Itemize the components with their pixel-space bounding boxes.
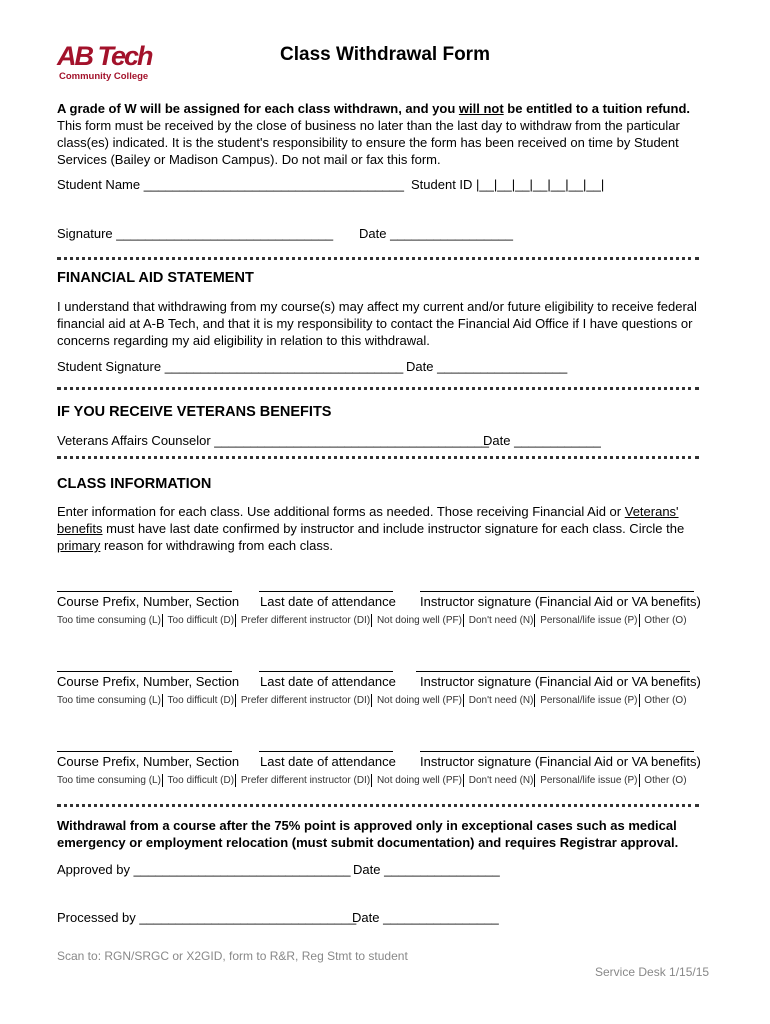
intro-will-not: will not	[458, 101, 504, 116]
reason-option[interactable]: Prefer different instructor (DI)	[240, 695, 371, 707]
course-label: Course Prefix, Number, Section	[57, 754, 240, 769]
veterans-heading: IF YOU RECEIVE VETERANS BENEFITS	[57, 404, 332, 420]
intro-paragraph	[57, 100, 717, 168]
reason-option[interactable]: Don't need (N)	[468, 695, 534, 707]
financial-aid-heading: FINANCIAL AID STATEMENT	[57, 270, 254, 286]
logo-subtitle: Community College	[59, 71, 149, 82]
course-line[interactable]	[57, 591, 232, 592]
scan-note: Scan to: RGN/SRGC or X2GID, form to R&R, Reg Stmt to student	[57, 949, 408, 963]
student-name-field[interactable]: Student Name ____________________________________	[57, 177, 404, 192]
logo-brand: AB Tech	[57, 41, 152, 71]
divider	[57, 257, 699, 260]
instructor-line[interactable]	[420, 751, 694, 752]
instructor-label: Instructor signature (Financial Aid or VA benefits)	[420, 674, 701, 689]
intro-bold-prefix: A grade of W will be assigned for each class withdrawn, and you	[57, 101, 459, 116]
course-line[interactable]	[57, 671, 232, 672]
instructor-line[interactable]	[420, 591, 694, 592]
intro-body: This form must be received by the close of business no later than the last day to withdraw from the particular class(es) indicated. It is the student's responsibility to ensure the form has been received on time by Student Services (Bailey or Madison Campus). Do not mail or fax this form.	[57, 118, 680, 167]
reason-option[interactable]: Not doing well (PF)	[376, 615, 462, 627]
version-note: Service Desk 1/15/15	[595, 965, 710, 979]
class-info-primary: primary	[57, 538, 101, 553]
signature-date-field[interactable]: Date _________________	[359, 226, 513, 241]
veterans-counselor-field[interactable]: Veterans Affairs Counselor ______________________________________	[57, 433, 490, 448]
reason-option[interactable]: Don't need (N)	[468, 615, 534, 627]
attendance-label: Last date of attendance	[260, 754, 396, 769]
reason-option[interactable]: Too difficult (D)	[167, 695, 235, 707]
reason-option[interactable]: Too time consuming (L)	[57, 695, 161, 707]
attendance-line[interactable]	[259, 751, 393, 752]
divider	[57, 804, 699, 807]
reason-option[interactable]: Personal/life issue (P)	[540, 695, 638, 707]
veterans-date-field[interactable]: Date ____________	[483, 433, 601, 448]
processed-by-field[interactable]: Processed by ______________________________	[57, 910, 357, 925]
class-info-body	[57, 503, 707, 554]
approval-notice: Withdrawal from a course after the 75% point is approved only in exceptional cases such as medical emergency or employment relocation (must submit documentation) and requires Registrar approval.	[57, 818, 679, 850]
class-info-text: Enter information for each class. Use additional forms as needed. Those receiving Financial Aid or	[57, 504, 625, 519]
attendance-line[interactable]	[259, 591, 393, 592]
class-info-veterans-benefits: Veterans' benefits	[57, 504, 679, 536]
student-signature-field[interactable]: Student Signature _________________________________	[57, 359, 404, 374]
attendance-label: Last date of attendance	[260, 674, 396, 689]
reason-option[interactable]: Other (O)	[644, 775, 687, 787]
reason-options	[57, 614, 687, 627]
reason-option[interactable]: Other (O)	[644, 615, 687, 627]
instructor-line[interactable]	[416, 671, 690, 672]
student-id-field[interactable]: Student ID |__|__|__|__|__|__|__|	[411, 177, 605, 192]
reason-option[interactable]: Prefer different instructor (DI)	[240, 775, 371, 787]
class-info-text: must have last date confirmed by instructor and include instructor signature for each class. Circle the	[102, 521, 685, 536]
reason-option[interactable]: Not doing well (PF)	[376, 695, 462, 707]
reason-option[interactable]: Don't need (N)	[468, 775, 534, 787]
instructor-label: Instructor signature (Financial Aid or VA benefits)	[420, 594, 701, 609]
course-line[interactable]	[57, 751, 232, 752]
approved-by-field[interactable]: Approved by ______________________________	[57, 862, 351, 877]
reason-option[interactable]: Other (O)	[644, 695, 687, 707]
divider	[57, 456, 699, 459]
attendance-line[interactable]	[259, 671, 393, 672]
reason-option[interactable]: Too time consuming (L)	[57, 615, 161, 627]
reason-option[interactable]: Prefer different instructor (DI)	[240, 615, 371, 627]
course-label: Course Prefix, Number, Section	[57, 674, 240, 689]
reason-options	[57, 694, 687, 707]
class-info-heading: CLASS INFORMATION	[57, 476, 212, 492]
page-title: Class Withdrawal Form	[280, 44, 490, 65]
intro-bold-suffix: be entitled to a tuition refund.	[503, 101, 690, 116]
reason-option[interactable]: Personal/life issue (P)	[540, 775, 638, 787]
divider	[57, 387, 699, 390]
financial-aid-date-field[interactable]: Date __________________	[406, 359, 568, 374]
reason-option[interactable]: Too difficult (D)	[167, 615, 235, 627]
reason-option[interactable]: Not doing well (PF)	[376, 775, 462, 787]
reason-options	[57, 774, 687, 787]
financial-aid-body: I understand that withdrawing from my course(s) may affect my current and/or future eligibility to receive federal financial aid at A-B Tech, and that it is my responsibility to contact the Financial Aid Office if I have questions or concerns regarding my aid eligibility in relation to this withdrawal.	[57, 299, 697, 348]
class-info-text: reason for withdrawing from each class.	[100, 538, 333, 553]
reason-option[interactable]: Too difficult (D)	[167, 775, 235, 787]
reason-option[interactable]: Personal/life issue (P)	[540, 615, 638, 627]
attendance-label: Last date of attendance	[260, 594, 396, 609]
processed-date-field[interactable]: Date ________________	[352, 910, 499, 925]
approved-date-field[interactable]: Date ________________	[353, 862, 500, 877]
instructor-label: Instructor signature (Financial Aid or VA benefits)	[420, 754, 701, 769]
signature-field[interactable]: Signature ______________________________	[57, 226, 334, 241]
reason-option[interactable]: Too time consuming (L)	[57, 775, 161, 787]
course-label: Course Prefix, Number, Section	[57, 594, 240, 609]
